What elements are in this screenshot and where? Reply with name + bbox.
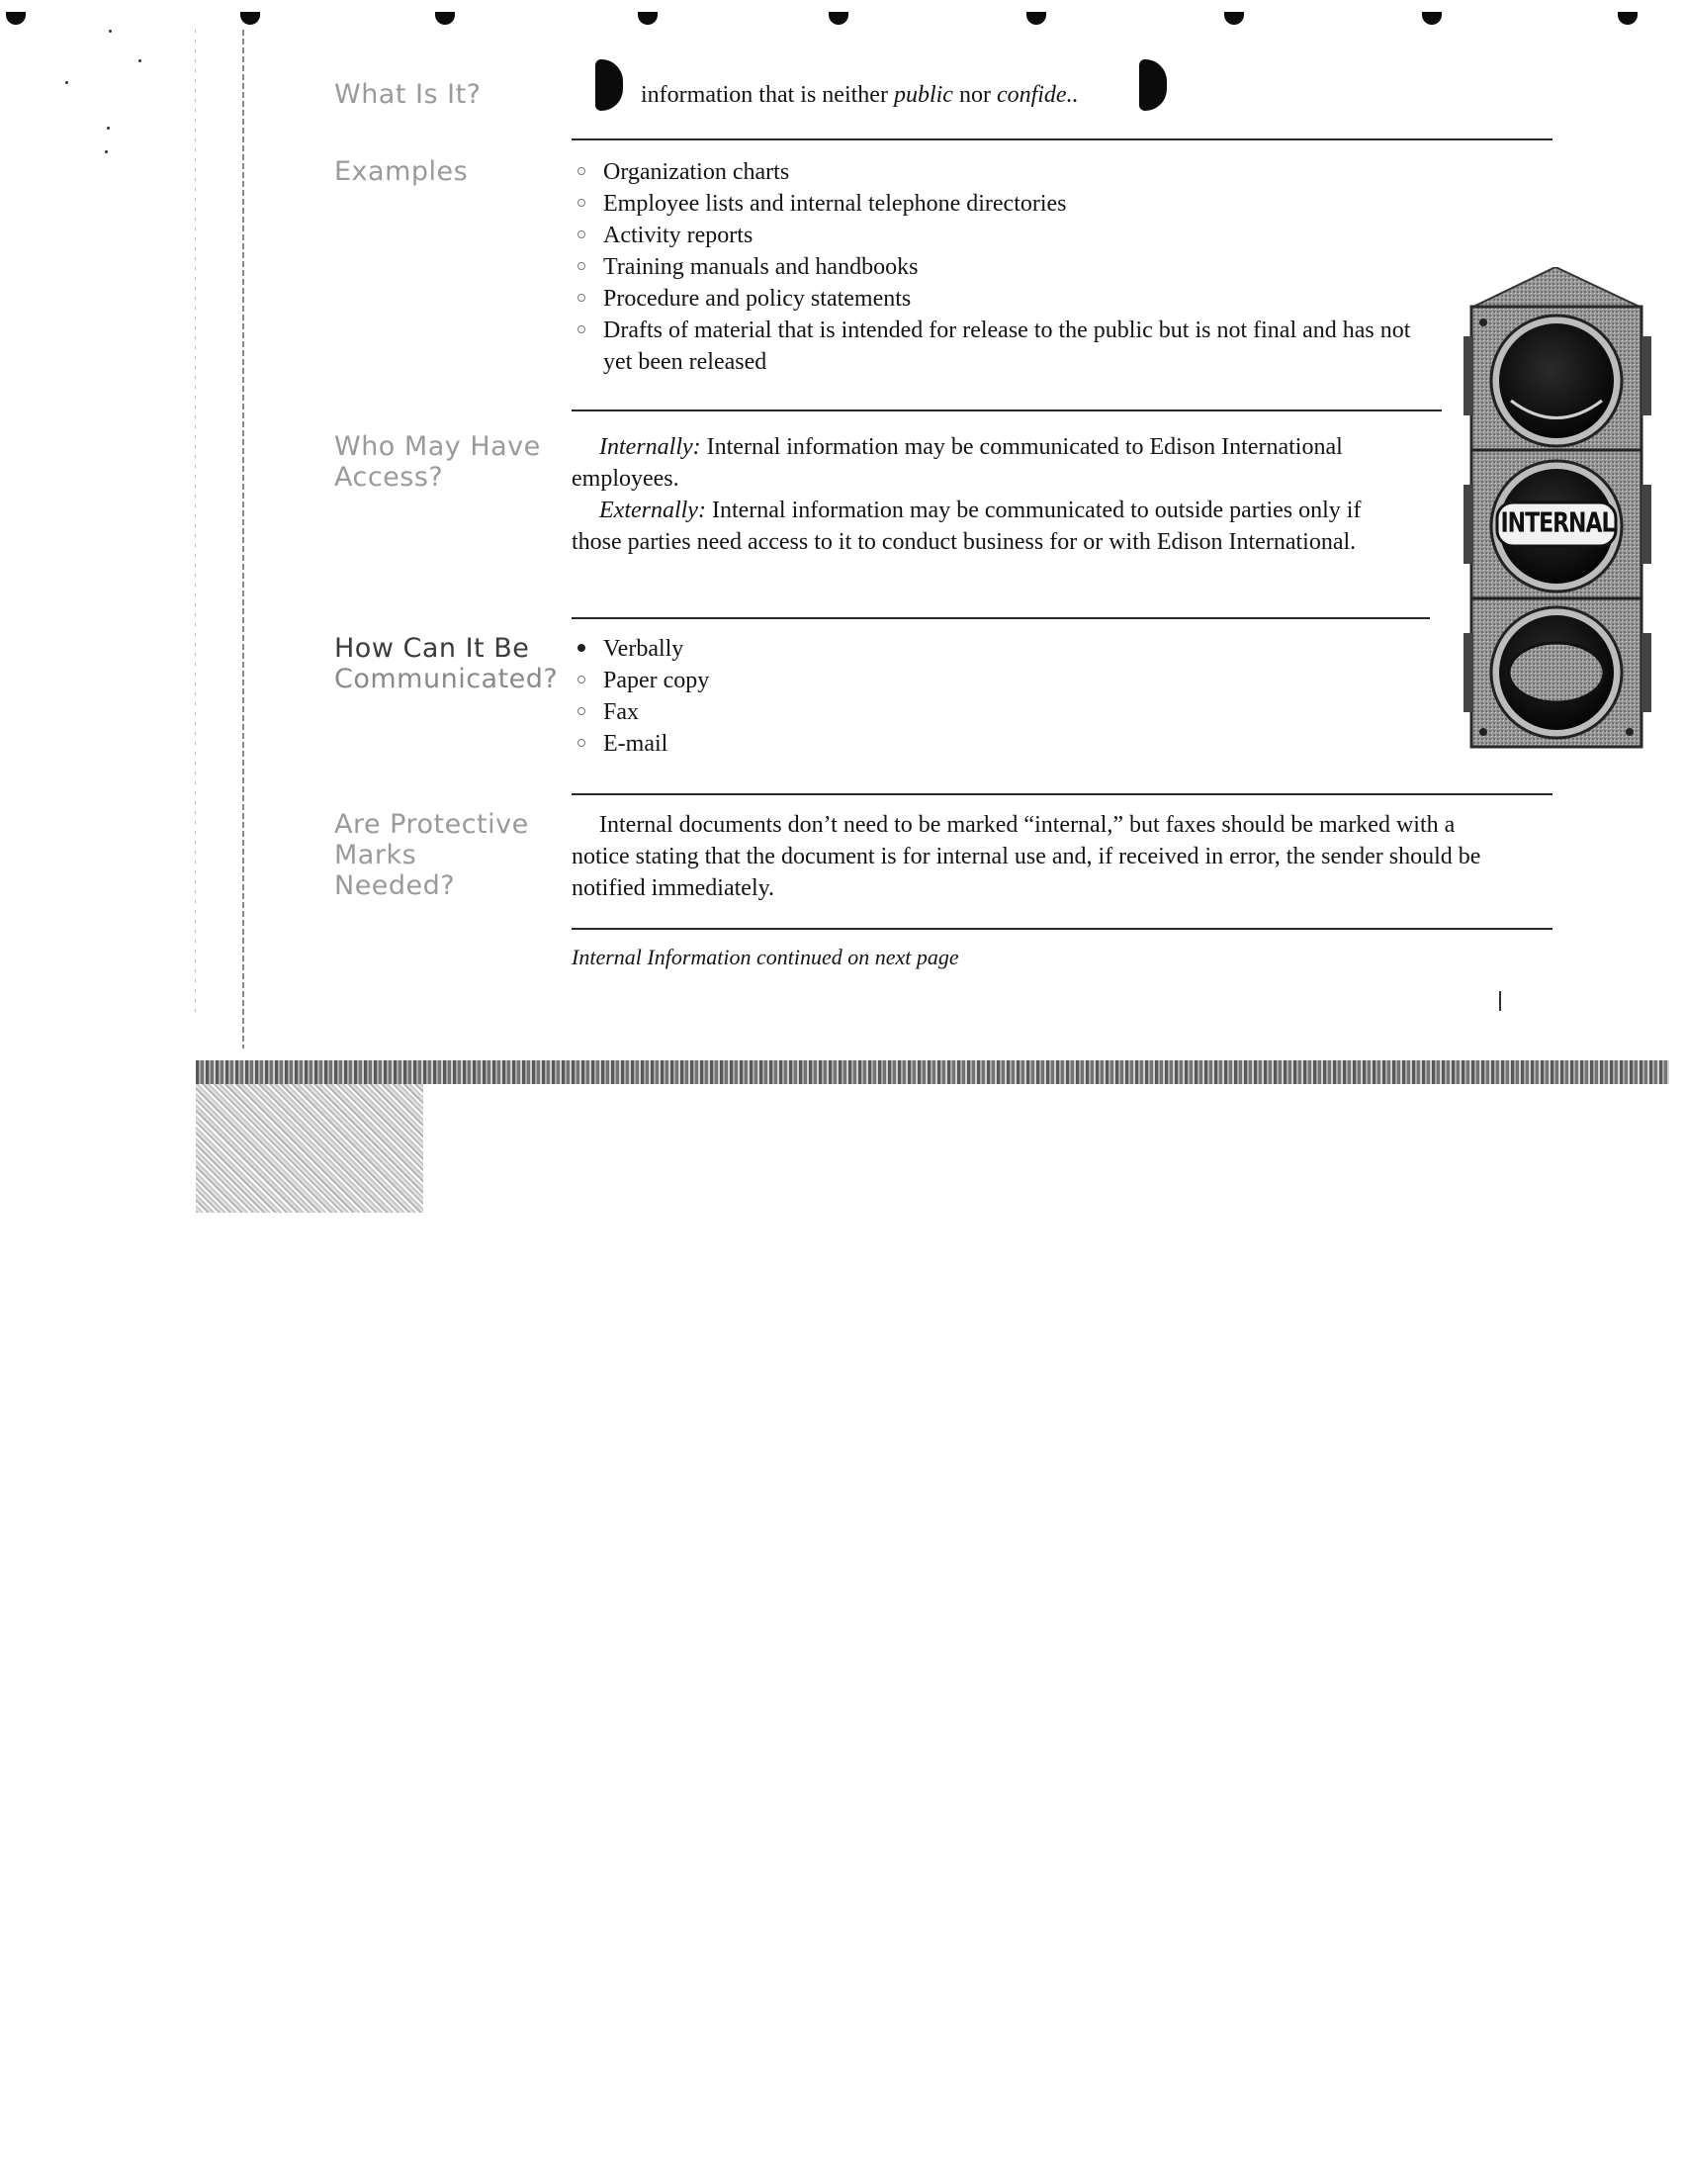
page-mark	[1493, 989, 1507, 1019]
binder-hole-mark	[1422, 12, 1442, 25]
label-line: Access?	[334, 462, 444, 493]
binder-hole-mark	[829, 12, 848, 25]
binder-hole-mark	[240, 12, 260, 25]
section-divider	[572, 138, 1552, 140]
access-text	[572, 431, 1382, 558]
binder-hole-mark	[6, 12, 26, 25]
section-label	[334, 431, 562, 493]
label-line: How Can It Be	[334, 633, 530, 664]
scan-artifact-patch	[196, 1084, 423, 1213]
list-item: Verbally	[572, 633, 1165, 665]
traffic-light-sign-text: INTERNAL	[1500, 507, 1615, 539]
section-label	[334, 633, 562, 694]
list-item: Procedure and policy statements	[572, 283, 1442, 315]
section-divider	[572, 410, 1442, 411]
marks-paragraph: Internal documents don’t need to be marked “internal,” but faxes should be marked with a notice stating that the document is for internal use and, if received in error, the sender should be notified immediately.	[572, 812, 1481, 901]
margin-rule	[242, 30, 244, 1048]
external-access-paragraph	[572, 495, 1382, 558]
binder-hole-mark	[1618, 12, 1638, 25]
section-label: Examples	[334, 156, 469, 187]
section-divider	[572, 793, 1552, 795]
examples-list-container	[572, 156, 1442, 378]
scan-speck	[138, 59, 141, 62]
list-item: Organization charts	[572, 156, 1442, 188]
marks-text	[572, 809, 1503, 904]
binder-hole-mark	[1224, 12, 1244, 25]
redaction-mark	[595, 59, 623, 111]
section-divider	[572, 928, 1552, 930]
internal-text: Internal information may be communicated to Edison International employees.	[572, 434, 1343, 492]
external-text: Internal information may be communicated to outside parties only if those parties need access to it to conduct business for or with Edison International.	[572, 498, 1362, 555]
label-line: Marks	[334, 840, 417, 870]
binder-hole-mark	[1026, 12, 1046, 25]
internal-access-paragraph	[572, 431, 1382, 495]
binder-hole-mark	[435, 12, 455, 25]
methods-list	[572, 633, 1165, 760]
external-lead: Externally:	[599, 498, 706, 523]
internal-lead: Internally:	[599, 434, 701, 460]
definition-text	[641, 79, 1511, 111]
list-item: Activity reports	[572, 220, 1442, 251]
scan-speck	[109, 30, 112, 33]
label-line: Communicated?	[334, 664, 559, 694]
scan-speck	[65, 81, 68, 84]
label-line: Needed?	[334, 870, 456, 901]
label-line: Are Protective	[334, 809, 529, 840]
section-divider	[572, 617, 1430, 619]
section-label	[334, 809, 562, 901]
definition-emphasis: confide..	[996, 82, 1079, 108]
definition-part: nor	[952, 82, 997, 108]
binder-hole-mark	[638, 12, 658, 25]
definition-emphasis: public	[893, 82, 953, 108]
list-item: Drafts of material that is intended for release to the public but is not final and has not yet been released	[572, 315, 1442, 378]
list-item: Training manuals and handbooks	[572, 251, 1442, 283]
examples-list	[572, 156, 1442, 378]
label-line: Who May Have	[334, 431, 541, 462]
scan-speck	[107, 127, 110, 130]
communication-methods	[572, 633, 1165, 760]
list-item: Paper copy	[572, 665, 1165, 696]
section-label: What Is It?	[334, 79, 482, 110]
list-item: Fax	[572, 696, 1165, 728]
scan-artifact-band	[196, 1060, 1669, 1084]
list-item: Employee lists and internal telephone directories	[572, 188, 1442, 220]
continued-note: Internal Information continued on next page	[572, 945, 959, 969]
scan-speck	[105, 150, 108, 153]
margin-rule	[195, 30, 196, 1019]
definition-part: information that is neither	[641, 82, 894, 108]
traffic-light-illustration	[1462, 267, 1654, 752]
list-item: E-mail	[572, 728, 1165, 760]
